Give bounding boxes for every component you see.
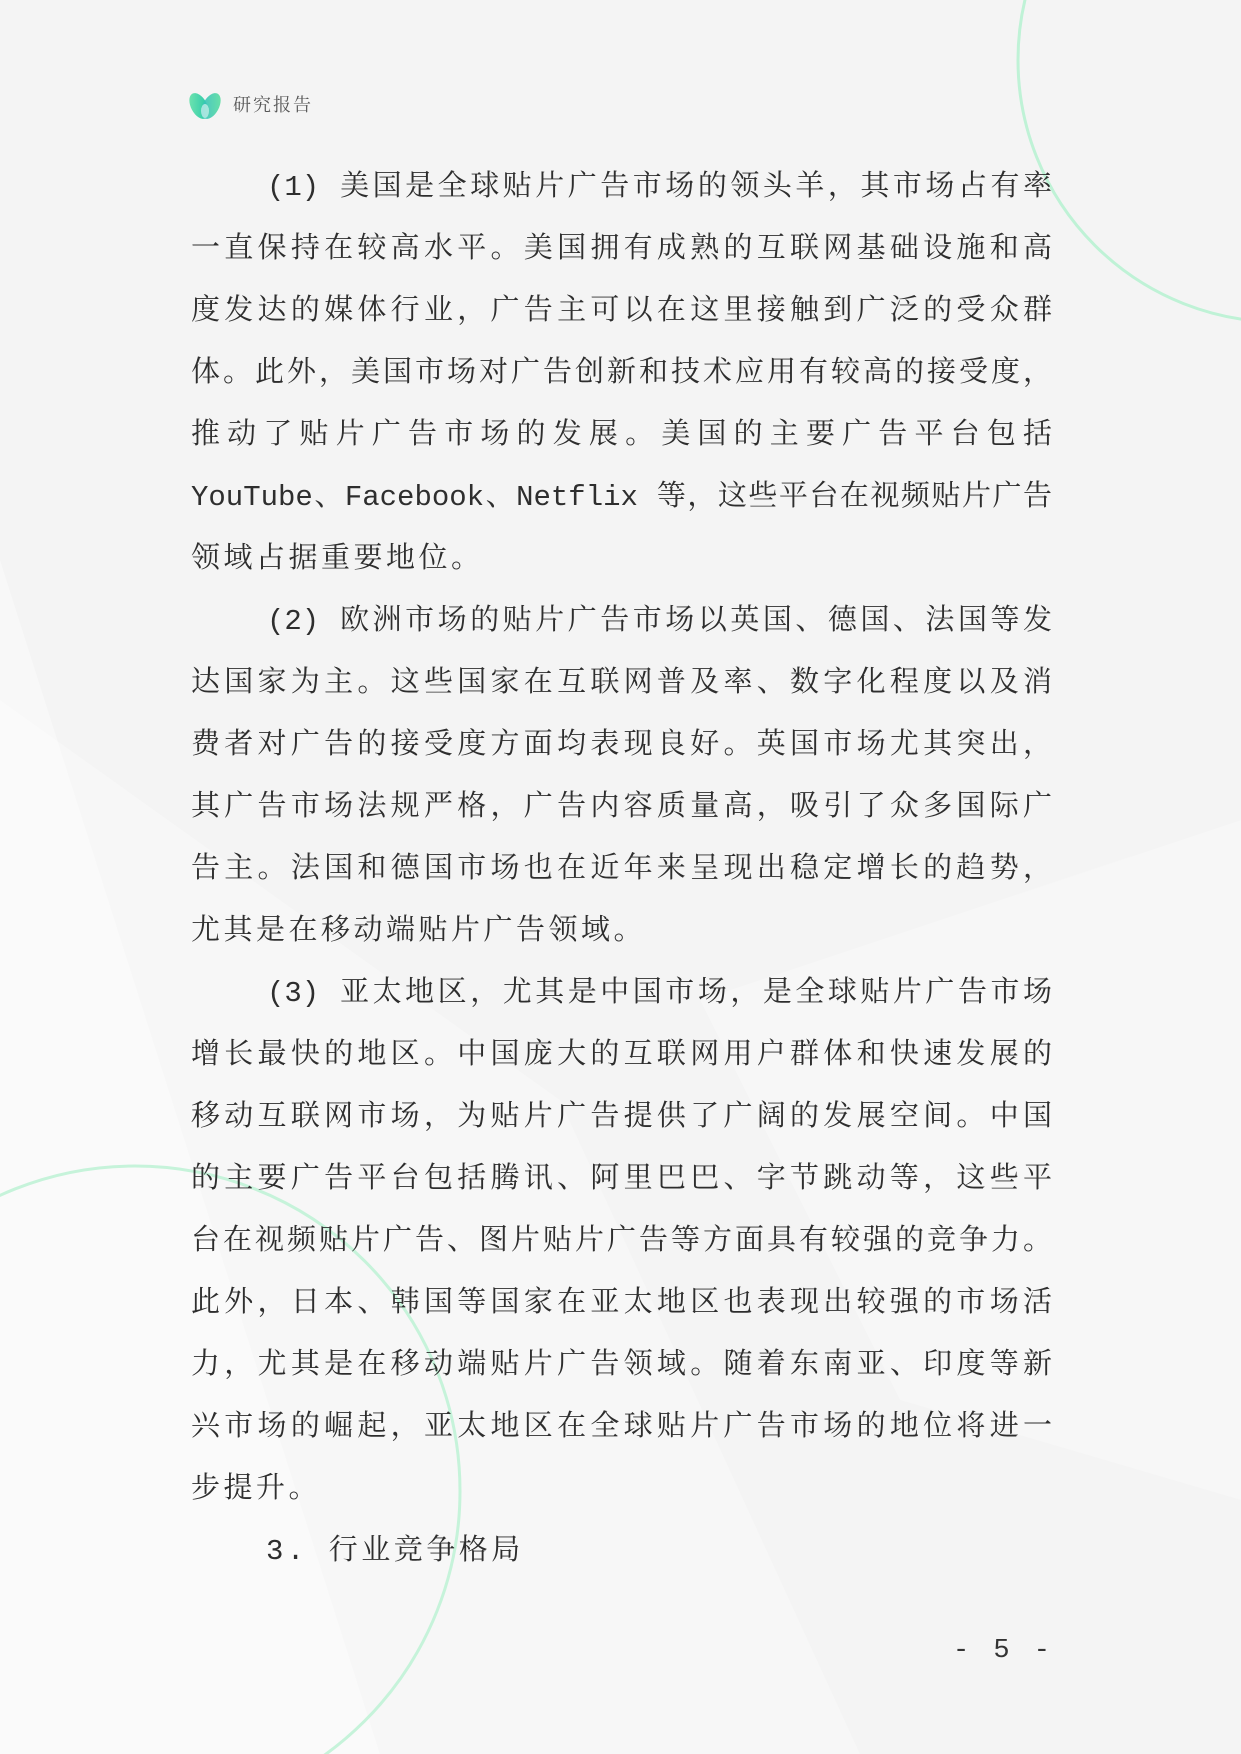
paragraph-line: 步提升。 <box>191 1473 322 1506</box>
brand-logo-icon <box>186 89 224 123</box>
page-number: - 5 - <box>952 1636 1054 1666</box>
paragraph-line: 兴市场的崛起，亚太地区在全球贴片广告市场的地位将进一 <box>191 1411 1052 1444</box>
paragraph-line: 力，尤其是在移动端贴片广告领域。随着东南亚、印度等新 <box>191 1349 1052 1382</box>
paragraph-line: 领域占据重要地位。 <box>191 543 484 576</box>
report-brand <box>186 88 313 124</box>
paragraph-line: YouTube、Facebook、Netflix 等，这些平台在视频贴片广告 <box>191 481 1052 514</box>
paragraph-line: (3) 亚太地区，尤其是中国市场，是全球贴片广告市场 <box>267 977 1052 1010</box>
paragraph-line: 的主要广告平台包括腾讯、阿里巴巴、字节跳动等，这些平 <box>191 1163 1052 1196</box>
paragraph-line: 费者对广告的接受度方面均表现良好。英国市场尤其突出， <box>191 729 1052 762</box>
paragraph-line: 此外，日本、韩国等国家在亚太地区也表现出较强的市场活 <box>191 1287 1052 1320</box>
paragraph-line: 其广告市场法规严格，广告内容质量高，吸引了众多国际广 <box>191 791 1052 824</box>
paragraph-line: 台在视频贴片广告、图片贴片广告等方面具有较强的竞争力。 <box>191 1225 1052 1258</box>
paragraphs <box>191 157 1052 1521</box>
paragraph-line: (1) 美国是全球贴片广告市场的领头羊，其市场占有率 <box>267 171 1052 204</box>
paragraph-line: 告主。法国和德国市场也在近年来呈现出稳定增长的趋势， <box>191 853 1052 886</box>
body-text <box>191 157 1052 1583</box>
paragraph-line: 推动了贴片广告市场的发展。美国的主要广告平台包括 <box>191 419 1052 452</box>
paragraph <box>191 963 1052 1521</box>
paragraph-line: 增长最快的地区。中国庞大的互联网用户群体和快速发展的 <box>191 1039 1052 1072</box>
paragraph <box>191 157 1052 591</box>
paragraph <box>191 591 1052 963</box>
paragraph-line: 移动互联网市场，为贴片广告提供了广阔的发展空间。中国 <box>191 1101 1052 1134</box>
section-heading: 3. 行业竞争格局 <box>266 1535 524 1568</box>
paragraph-line: 尤其是在移动端贴片广告领域。 <box>191 915 647 948</box>
paragraph-line: 达国家为主。这些国家在互联网普及率、数字化程度以及消 <box>191 667 1052 700</box>
paragraph-line: 体。此外，美国市场对广告创新和技术应用有较高的接受度， <box>191 357 1052 390</box>
paragraph-line: 度发达的媒体行业，广告主可以在这里接触到广泛的受众群 <box>191 295 1052 328</box>
report-label: 研究报告 <box>233 95 313 116</box>
paragraph-line: (2) 欧洲市场的贴片广告市场以英国、德国、法国等发 <box>267 605 1052 638</box>
paragraph-line: 一直保持在较高水平。美国拥有成熟的互联网基础设施和高 <box>191 233 1052 266</box>
